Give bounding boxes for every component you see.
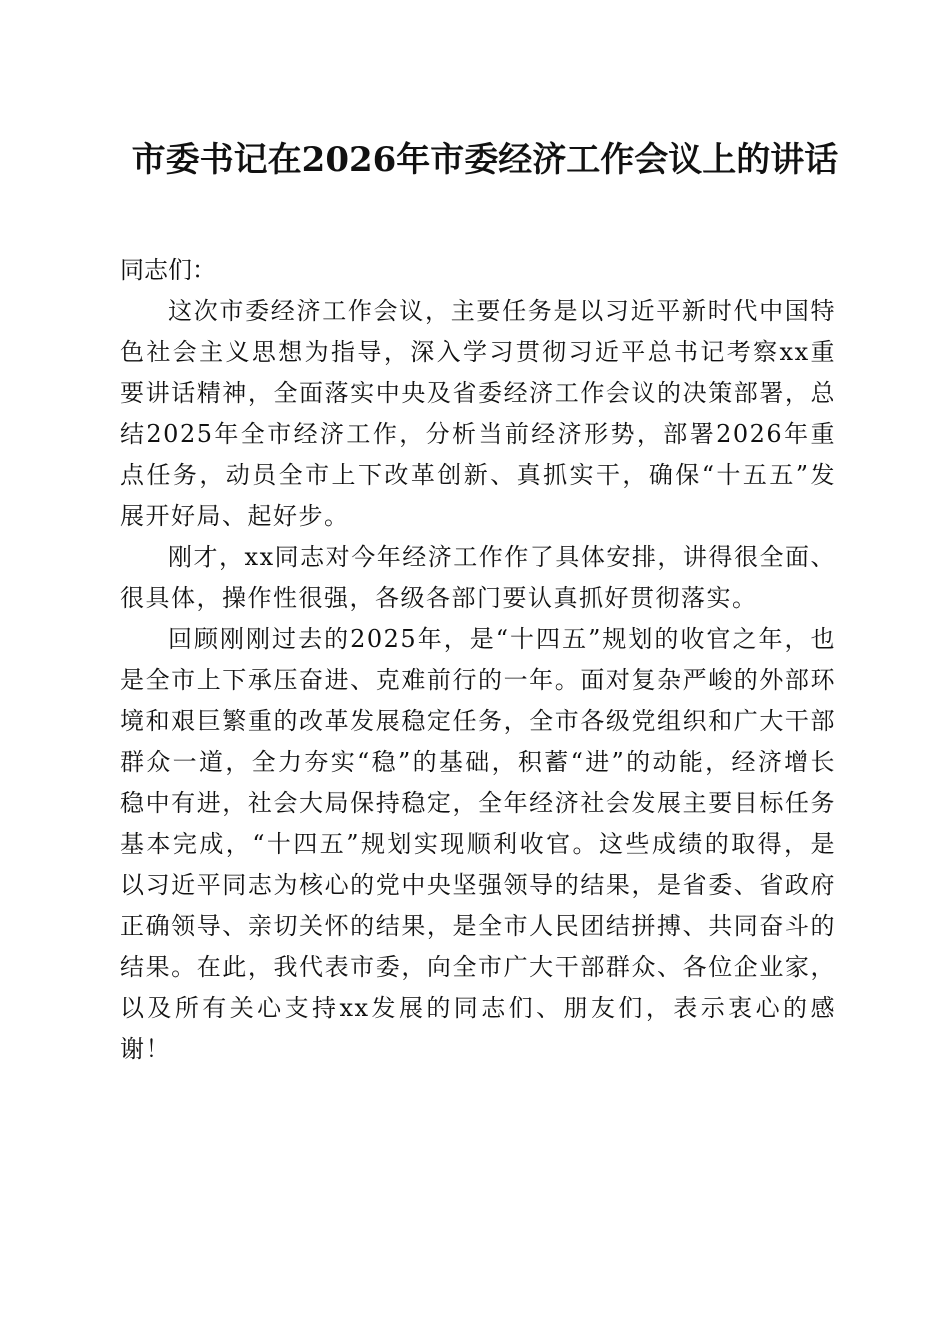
paragraph-review: 回顾刚刚过去的2025年，是“十四五”规划的收官之年，也是全市上下承压奋进、克难前行的一年。面对复杂严峻的外部环境和艰巨繁重的改革发展稳定任务，全市各级党组织和广大干部群众一道，全力夯实“稳”的基础，积蓄“进”的动能，经济增长稳中有进，社会大局保持稳定，全年经济社会发展主要目标任务基本完成，“十四五”规划实现顺利收官。这些成绩的取得，是以习近平同志为核心的党中央坚强领导的结果，是省委、省政府正确领导、亲切关怀的结果，是全市人民团结拼搏、共同奋斗的结果。在此，我代表市委，向全市广大干部群众、各位企业家，以及所有关心支持xx发展的同志们、朋友们，表示衷心的感谢！: [120, 625, 836, 1063]
paragraph-intro: 这次市委经济工作会议，主要任务是以习近平新时代中国特色社会主义思想为指导，深入学习贯彻习近平总书记考察xx重要讲话精神，全面落实中央及省委经济工作会议的决策部署，总结2025年全市经济工作，分析当前经济形势，部署2026年重点任务，动员全市上下改革创新、真抓实干，确保“十五五”发展开好局、起好步。: [120, 297, 836, 530]
document-body: [120, 250, 836, 1070]
document-title: 市委书记在2026年市委经济工作会议上的讲话: [131, 140, 839, 180]
salutation: 同志们：: [120, 256, 216, 284]
paragraph-arrangement: 刚才，xx同志对今年经济工作作了具体安排，讲得很全面、很具体，操作性很强，各级各部门要认真抓好贯彻落实。: [120, 543, 836, 612]
